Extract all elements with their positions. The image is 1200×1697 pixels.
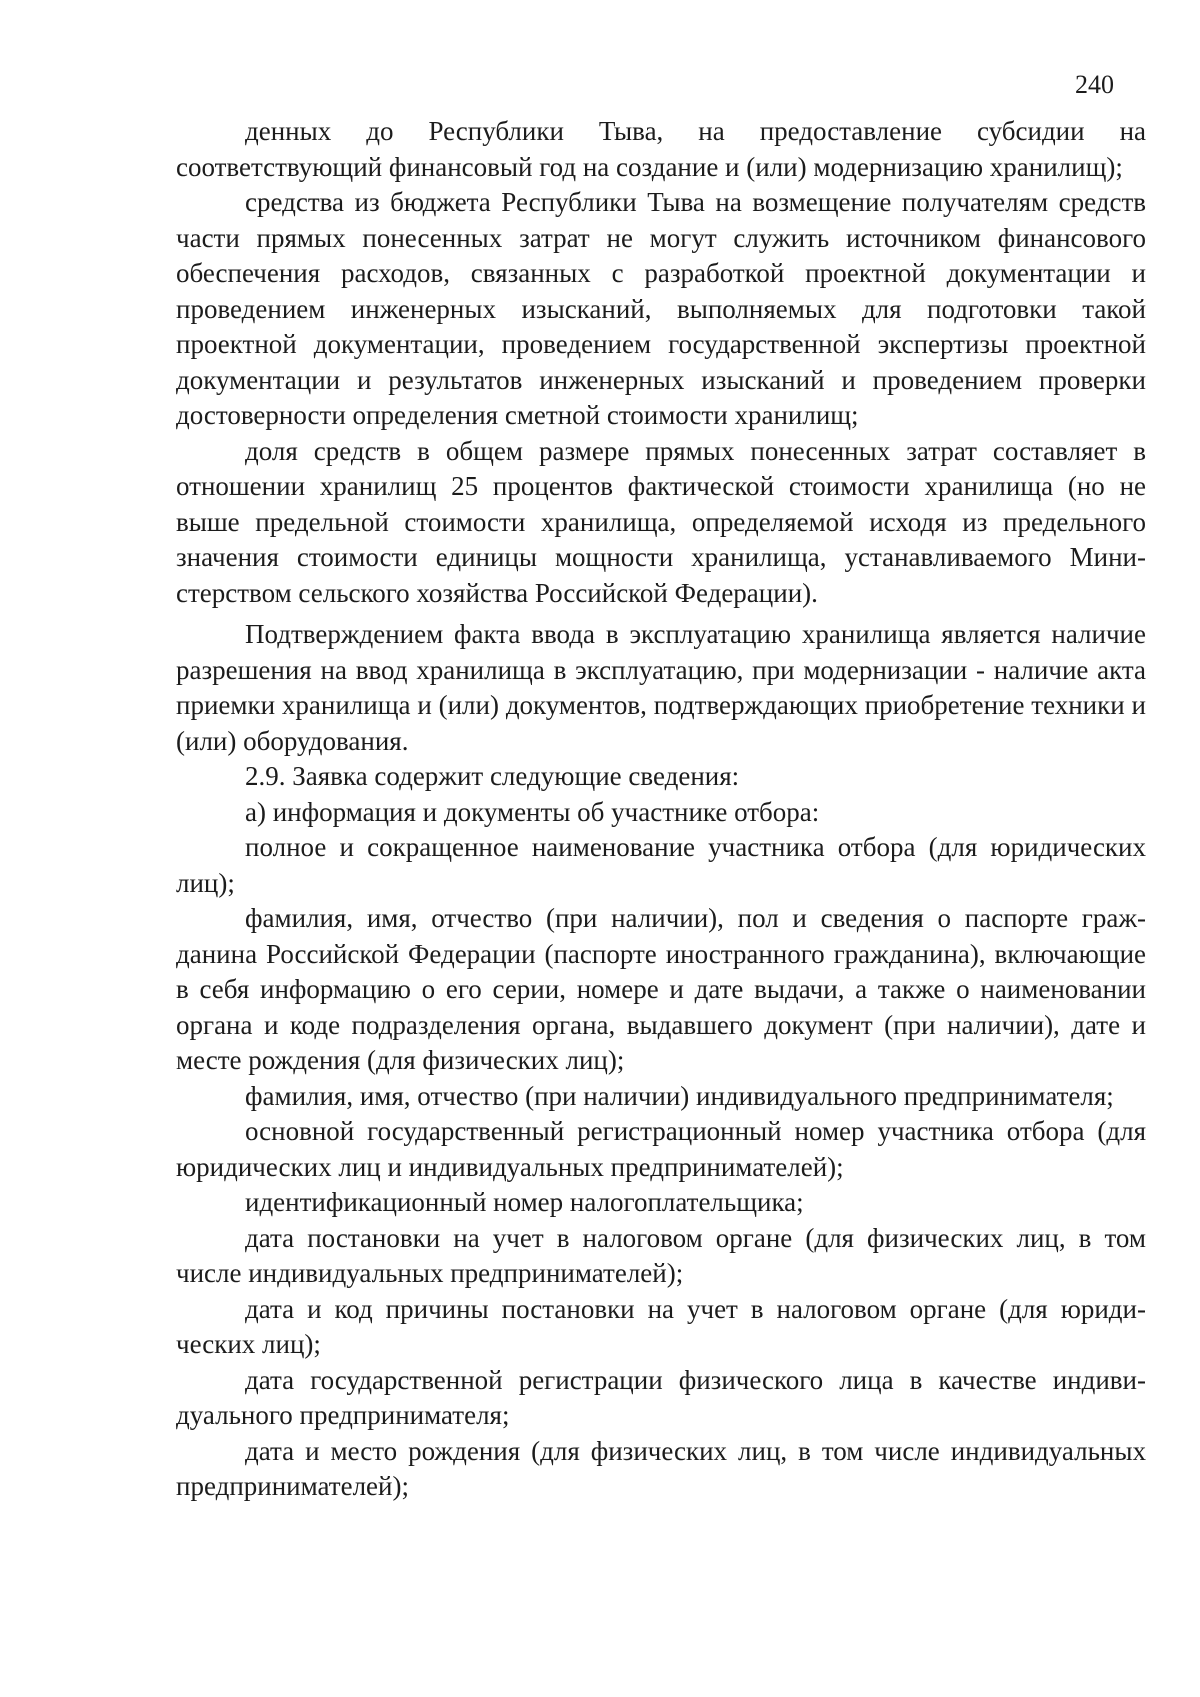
paragraph-2: средства из бюджета Республики Тыва на возмещение получателям средств части прямых понесенных затрат не могут служить источником финансового обеспечения расходов, связанных с разработкой проектной документации и проведением инженерных изысканий, выполняемых для подготовки такой проектной документации, проведением государственной экспертизы проектной документации и результатов инженерных изысканий и проведением проверки достоверности определения сметной стоимости хранилищ;: [176, 187, 1146, 430]
paragraph-14: дата государственной регистрации физического лица в качестве индивидуального предпринимателя;: [176, 1364, 1146, 1430]
document-body: [176, 114, 1146, 1505]
page-number: 240: [1075, 70, 1114, 99]
paragraph-13: дата и код причины постановки на учет в налоговом органе (для юридических лиц);: [176, 1293, 1146, 1359]
paragraph-9: фамилия, имя, отчество (при наличии) индивидуального предпринимателя;: [245, 1080, 1114, 1111]
paragraph-3: доля средств в общем размере прямых понесенных затрат составляет в отношении хранилищ 25 процентов фактической стоимости хранилища (но не выше предельной стоимости хранилища, определяемой исходя из предельного значения стоимости единицы мощности хранилища, устанавливаемого Министерством сельского хозяйства Российской Федерации).: [176, 435, 1146, 608]
paragraph-12: дата постановки на учет в налоговом органе (для физических лиц, в том числе индивидуальных предпринимателей);: [176, 1222, 1146, 1288]
paragraph-15: дата и место рождения (для физических лиц, в том числе индивидуальных предпринимателей);: [176, 1435, 1146, 1501]
paragraph-1: денных до Республики Тыва, на предоставление субсидии на соответствующий финансовый год на создание и (или) модернизацию хранилищ);: [176, 116, 1146, 182]
paragraph-7: полное и сокращенное наименование участника отбора (для юридических лиц);: [176, 832, 1146, 898]
paragraph-6: а) информация и документы об участнике отбора:: [245, 796, 820, 827]
paragraph-10: основной государственный регистрационный номер участника отбора (для юридических лиц и индивидуальных предпринимателей);: [176, 1116, 1146, 1182]
paragraph-4: Подтверждением факта ввода в эксплуатацию хранилища является наличие разрешения на ввод хранилища в эксплуатацию, при модернизации - наличие акта приемки хранилища и (или) документов, подтверждающих приобретение техники и (или) оборудования.: [176, 619, 1146, 756]
paragraph-11: идентификационный номер налогоплательщика;: [245, 1187, 804, 1217]
paragraph-8: фамилия, имя, отчество (при наличии), пол и сведения о паспорте гражданина Российской Федерации (паспорте иностранного гражданина), включающие в себя информацию о его серии, номере и дате выдачи, а также о наименовании органа и коде подразделения органа, выдавшего документ (при наличии), дате и месте рождения (для физических лиц);: [176, 903, 1146, 1075]
paragraph-5: 2.9. Заявка содержит следующие сведения:: [245, 761, 740, 791]
